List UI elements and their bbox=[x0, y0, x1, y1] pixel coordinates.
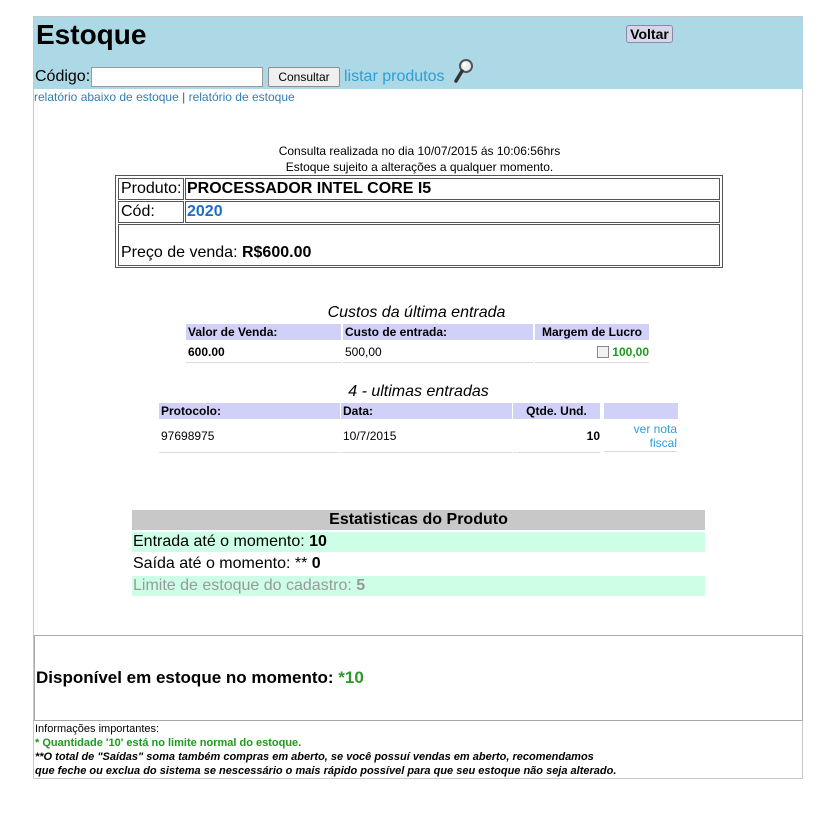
stat-exit-row bbox=[132, 554, 705, 574]
code-label: Código: bbox=[35, 68, 91, 85]
last-entry-costs-title: Custos da última entrada bbox=[327, 304, 506, 321]
available-label: Disponível em estoque no momento: bbox=[36, 668, 339, 687]
price-row bbox=[118, 224, 720, 266]
link-separator: | bbox=[182, 90, 186, 104]
info-heading: Informações importantes: bbox=[35, 723, 160, 735]
stat-limit-label: Limite de estoque do cadastro: bbox=[133, 577, 357, 594]
price-value: R$600.00 bbox=[241, 244, 312, 261]
entry-date: 10/7/2015 bbox=[341, 420, 512, 453]
magnifier-icon[interactable] bbox=[453, 58, 475, 84]
code-input[interactable] bbox=[91, 67, 263, 87]
stat-entry-value: 10 bbox=[309, 533, 327, 550]
entry-qty: 10 bbox=[513, 420, 600, 453]
profit-margin: 100,00 bbox=[612, 345, 649, 359]
header-protocol: Protocolo: bbox=[159, 403, 340, 419]
product-table bbox=[115, 175, 723, 268]
header-profit-margin: Margem de Lucro bbox=[535, 324, 649, 340]
last-entries-title: 4 - ultimas entradas bbox=[348, 383, 489, 400]
entry-cost: 500,00 bbox=[343, 344, 533, 363]
header-qty: Qtde. Und. bbox=[513, 403, 600, 419]
sale-value: 600.00 bbox=[186, 344, 341, 363]
stock-disclaimer-text: Estoque sujeito a alterações a qualquer momento. bbox=[285, 160, 554, 174]
available-row bbox=[36, 668, 364, 688]
info-note-quantity: * Quantidade '10' está no limite normal do estoque. bbox=[35, 737, 302, 749]
back-button[interactable]: Voltar bbox=[626, 25, 673, 43]
product-code: 2020 bbox=[187, 203, 223, 220]
product-code-cell bbox=[185, 201, 720, 223]
header-entry-cost: Custo de entrada: bbox=[343, 324, 533, 340]
report-stock-link[interactable]: relatório de estoque bbox=[188, 90, 295, 104]
stats-title: Estatisticas do Produto bbox=[132, 510, 705, 530]
info-note-exits: **O total de "Saídas" soma também compras em aberto, se você possuí vendas em aberto, recomendamos bbox=[35, 751, 594, 763]
broken-image-icon bbox=[597, 346, 609, 358]
consult-date-text: Consulta realizada no dia 10/07/2015 ás 10:06:56hrs bbox=[278, 144, 561, 158]
price-label: Preço de venda: bbox=[121, 244, 242, 261]
profit-margin-cell bbox=[535, 344, 649, 363]
stat-entry-label: Entrada até o momento: bbox=[133, 533, 310, 550]
stat-exit-label: Saída até o momento: ** bbox=[133, 555, 312, 572]
product-name: PROCESSADOR INTEL CORE I5 bbox=[185, 178, 720, 200]
stat-limit-row bbox=[132, 576, 705, 596]
page-title: Estoque bbox=[36, 19, 147, 50]
stat-limit-value: 5 bbox=[356, 577, 366, 594]
report-below-stock-link[interactable]: relatório abaixo de estoque bbox=[34, 90, 179, 104]
header-sale-value: Valor de Venda: bbox=[186, 324, 341, 340]
header-action bbox=[604, 403, 678, 419]
report-links bbox=[34, 90, 295, 104]
header-date: Data: bbox=[341, 403, 512, 419]
info-note-exits-continued: que feche ou exclua do sistema se nescessário o mais rápido possível para que seu estoque não seja alterado. bbox=[35, 765, 617, 777]
stat-entry-row bbox=[132, 532, 705, 552]
list-products-link[interactable]: listar produtos bbox=[344, 68, 445, 85]
consult-button[interactable]: Consultar bbox=[268, 67, 340, 87]
product-label: Produto: bbox=[118, 178, 184, 200]
view-invoice-link[interactable]: ver nota fiscal bbox=[604, 420, 677, 452]
available-value: *10 bbox=[338, 668, 364, 687]
stat-exit-value: 0 bbox=[311, 555, 321, 572]
code-field-label: Cód: bbox=[118, 201, 184, 223]
entry-protocol: 97698975 bbox=[159, 420, 340, 453]
